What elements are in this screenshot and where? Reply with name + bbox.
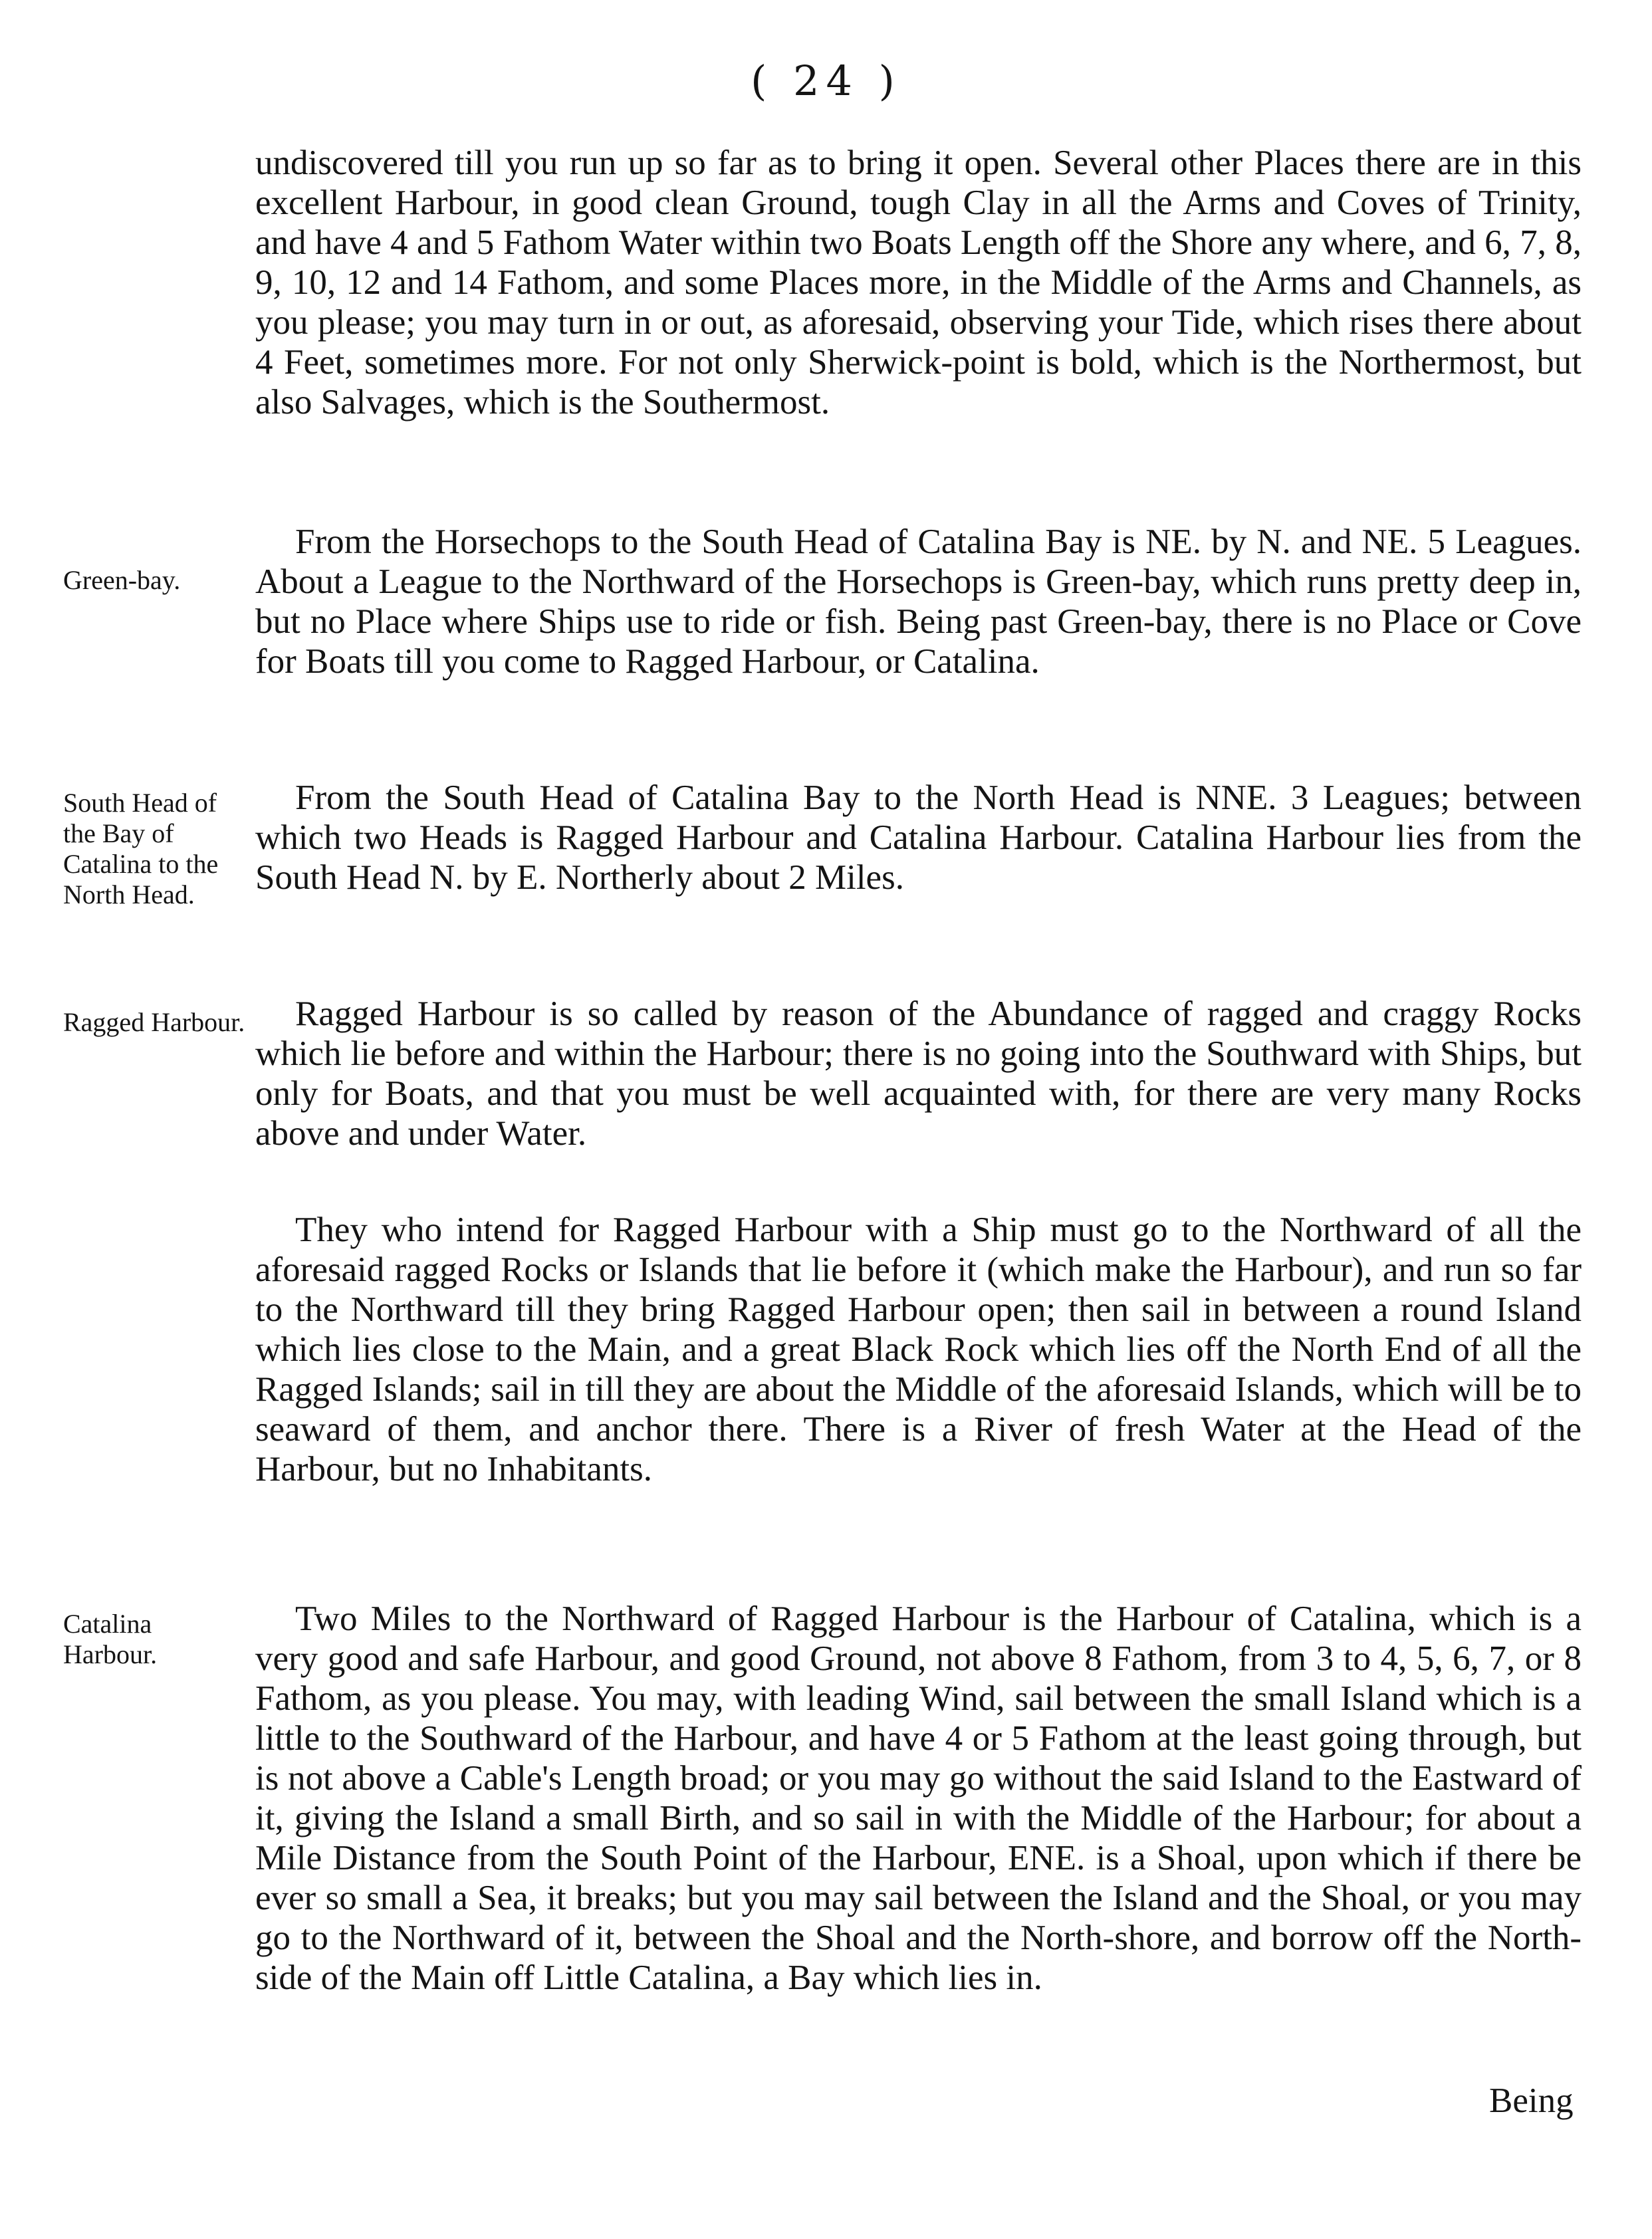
page-number: ( 24 ) <box>751 57 901 105</box>
catchword: Being <box>1489 2081 1574 2120</box>
margin-note-ragged-harbour: Ragged Harbour. <box>63 1007 245 1037</box>
paragraph-ragged-harbour <box>255 994 1582 1153</box>
paragraph-text: From the South Head of Catalina Bay to the North Head is NNE. 3 Leagues; between which two Heads is Ragged Harbour and Catalina Harbour. Catalina Harbour lies from the South Head N. by E. Northerly about 2 Miles. <box>255 778 1582 897</box>
paragraph-catalina-harbour <box>255 1599 1582 1998</box>
paragraph-text: undiscovered till you run up so far as to bring it open. Several other Places there are in this excellent Harbour, in good clean Ground, tough Clay in all the Arms and Coves of Trinity, and have 4 and 5 Fathom Water within two Boats Length off the Shore any where, and 6, 7, 8, 9, 10, 12 and 14 Fathom, and some Places more, in the Middle of the Arms and Channels, as you please; you may turn in or out, as aforesaid, observing your Tide, which rises there about 4 Feet, sometimes more. For not only Sherwick-point is bold, which is the Northermost, but also Salvages, which is the Southermost. <box>255 144 1582 421</box>
paragraph-text: Ragged Harbour is so called by reason of the Abundance of ragged and craggy Rocks which lie before and within the Harbour; there is no going into the Southward with Ships, but only for Boats, and that you must be well acquainted with, for there are very many Rocks above and under Water. <box>255 995 1582 1153</box>
paragraph-horsechops <box>255 522 1582 681</box>
margin-note-green-bay: Green-bay. <box>63 565 181 595</box>
paragraph-ragged-harbour-entry <box>255 1210 1582 1489</box>
margin-note-south-head: South Head of the Bay of Catalina to the North Head. <box>63 788 219 909</box>
margin-note-catalina-harbour: Catalina Harbour. <box>63 1609 158 1669</box>
paragraph-text: They who intend for Ragged Harbour with a Ship must go to the Northward of all the aforesaid ragged Rocks or Islands that lie before it (which make the Harbour), and run so far to the Northward till they bring Ragged Harbour open; then sail in between a round Island which lies close to the Main, and a great Black Rock which lies off the North End of all the Ragged Islands; sail in till they are about the Middle of the aforesaid Islands, which will be to seaward of them, and anchor there. There is a River of fresh Water at the Head of the Harbour, but no Inhabitants. <box>255 1211 1582 1488</box>
paragraph-catalina-bay <box>255 778 1582 897</box>
paragraph-text: Two Miles to the Northward of Ragged Harbour is the Harbour of Catalina, which is a very good and safe Harbour, and good Ground, not above 8 Fathom, from 3 to 4, 5, 6, 7, or 8 Fathom, as you please. You may, with leading Wind, sail between the small Island which is a little to the Southward of the Harbour, and have 4 or 5 Fathom at the least going through, but is not above a Cable's Length broad; or you may go without the said Island to the Eastward of it, giving the Island a small Birth, and so sail in with the Middle of the Harbour; for about a Mile Distance from the South Point of the Harbour, ENE. is a Shoal, upon which if there be ever so small a Sea, it breaks; but you may sail between the Island and the Shoal, or you may go to the Northward of it, between the Shoal and the North-shore, and borrow off the North-side of the Main off Little Catalina, a Bay which lies in. <box>255 1599 1582 1997</box>
paragraph-trinity-harbour <box>255 143 1582 422</box>
paragraph-text: From the Horsechops to the South Head of Catalina Bay is NE. by N. and NE. 5 Leagues. About a League to the Northward of the Horsechops is Green-bay, which runs pretty deep in, but no Place where Ships use to ride or fish. Being past Green-bay, there is no Place or Cove for Boats till you come to Ragged Harbour, or Catalina. <box>255 523 1582 681</box>
